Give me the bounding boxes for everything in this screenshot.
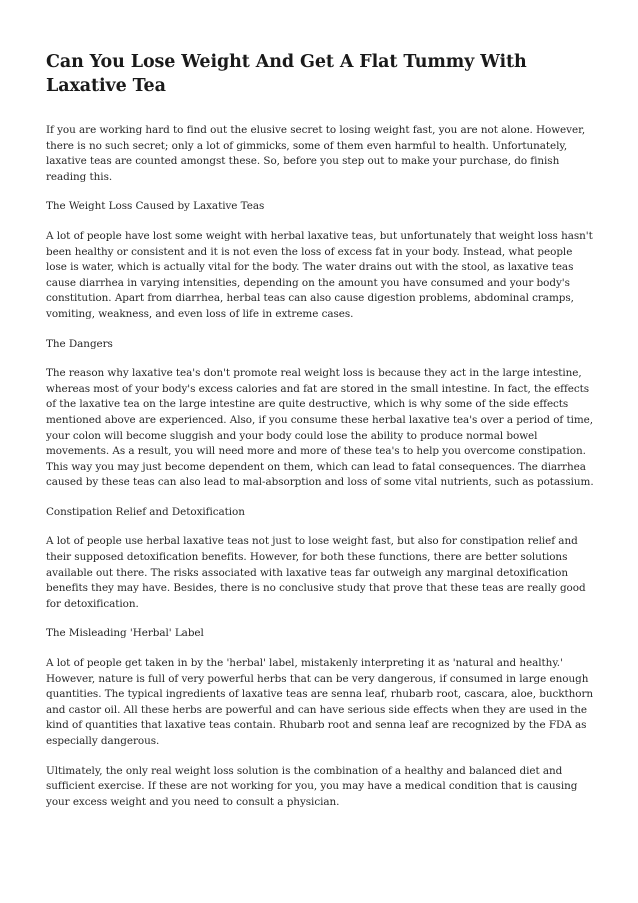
dangers-paragraph: The reason why laxative tea's don't promote real weight loss is because they act in the large intestine, whereas most of your body's excess calories and fat are stored in the small intestine. In fact, the effects of the laxative tea on the large intestine are quite destructive, which is why some of the side effects mentioned above are experienced. Also, if you consume these herbal laxative tea's over a period of time, your colon will become sluggish and your body could lose the ability to produce normal bowel movements. As a result, you will need more and more of these tea's to help you overcome constipation. This way you may just become dependent on them, which can lead to fatal consequences. The diarrhea caused by these teas can also lead to mal-absorption and loss of some vital nutrients, such as potassium. [46,367,594,489]
section-heading-dangers: The Dangers [46,337,113,350]
section-heading-constipation: Constipation Relief and Detoxification [46,505,245,518]
section-heading-weight-loss: The Weight Loss Caused by Laxative Teas [46,200,265,213]
herbal-label-paragraph: A lot of people get taken in by the 'herbal' label, mistakenly interpreting it as 'natural and healthy.' However, nature is full of very powerful herbs that can be very dangerous, if consumed in large enough quantities. The typical ingredients of laxative teas are senna leaf, rhubarb root, cascara, aloe, buckthorn and castor oil. All these herbs are powerful and can have serious side effects when they are used in the kind of quantities that laxative teas contain. Rhubarb root and senna leaf are recognized by the FDA as especially dangerous. [46,657,594,747]
intro-paragraph: If you are working hard to find out the elusive secret to losing weight fast, you are not alone. However, there is no such secret; only a lot of gimmicks, some of them even harmful to health. Unfortunately, laxative teas are counted amongst these. So, before you step out to make your purchase, do finish reading this. [46,124,586,183]
weight-loss-paragraph: A lot of people have lost some weight with herbal laxative teas, but unfortunately that weight loss hasn't been healthy or consistent and it is not even the loss of excess fat in your body. Instead, what people lose is water, which is actually vital for the body. The water drains out with the stool, as laxative teas cause diarrhea in varying intensities, depending on the amount you have consumed and your body's constitution. Apart from diarrhea, herbal teas can also cause digestion problems, abdominal cramps, vomiting, weakness, and even loss of life in extreme cases. [46,229,593,320]
section-heading-herbal-label: The Misleading 'Herbal' Label [46,627,204,640]
conclusion-paragraph: Ultimately, the only real weight loss solution is the combination of a healthy and balanced diet and sufficient exercise. If these are not working for you, you may have a medical condition that is causing your excess weight and you need to consult a physician. [46,764,578,808]
constipation-paragraph: A lot of people use herbal laxative teas not just to lose weight fast, but also for constipation relief and their supposed detoxification benefits. However, for both these functions, there are better solutions available out there. The risks associated with laxative teas far outweigh any marginal detoxification benefits they may have. Besides, there is no conclusive study that prove that these teas are really good for detoxification. [46,535,586,610]
document-title: Can You Lose Weight And Get A Flat Tummy With Laxative Tea [46,52,527,96]
document-page [46,50,596,824]
